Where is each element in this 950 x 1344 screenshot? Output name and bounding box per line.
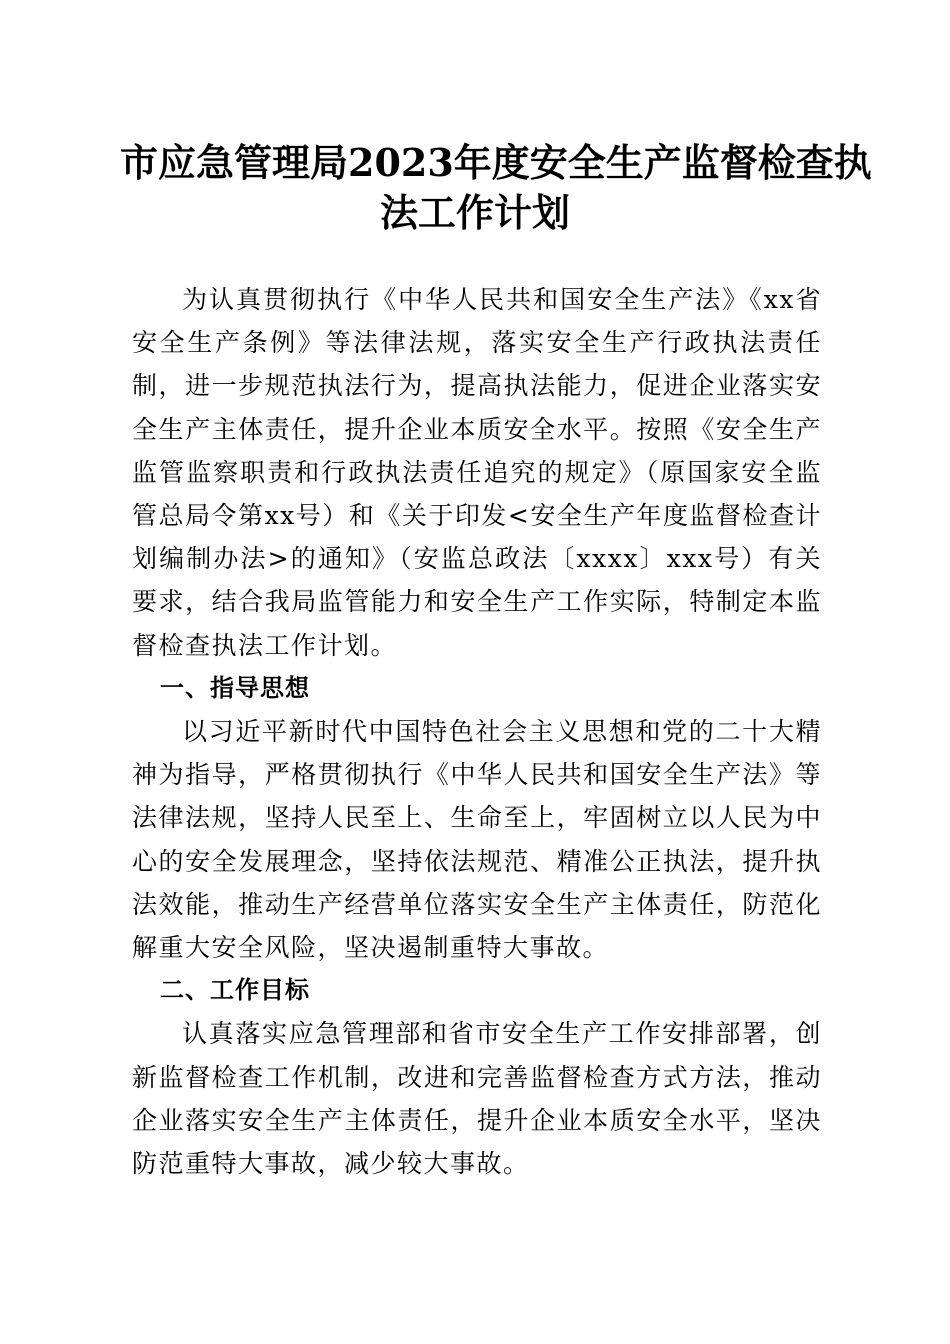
title-line-1: 市应急管理局2023年度安全生产监督检查执 xyxy=(120,140,872,185)
intro-paragraph: 为认真贯彻执行《中华人民共和国安全生产法》《xx省安全生产条例》等法律法规，落实安全生产行政执法责任制，进一步规范执法行为，提高执法能力，促进企业落实安全生产主体责任，提升企业本质安全水平。按照《安全生产监管监察职责和行政执法责任追究的规定》（原国家安全监管总局令第xx号）和《关于印发<安全生产年度监督检查计划编制办法>的通知》（安监总政法〔xxxx〕xxx号）有关要求，结合我局监管能力和安全生产工作实际，特制定本监督检查执法工作计划。 xyxy=(132,285,822,660)
section-heading-work-goals: 二、工作目标 xyxy=(160,976,310,1005)
section-paragraph-work-goals: 认真落实应急管理部和省市安全生产工作安排部署，创新监督检查工作机制，改进和完善监督检查方式方法，推动企业落实安全生产主体责任，提升企业本质安全水平，坚决防范重特大事故，减少较大事故。 xyxy=(132,1019,822,1179)
title-line-2: 法工作计划 xyxy=(379,190,570,235)
section-paragraph-guiding-ideology: 以习近平新时代中国特色社会主义思想和党的二十大精神为指导，严格贯彻执行《中华人民共和国安全生产法》等法律法规，坚持人民至上、生命至上，牢固树立以人民为中心的安全发展理念，坚持依法规范、精准公正执法，提升执法效能，推动生产经营单位落实安全生产主体责任，防范化解重大安全风险，坚决遏制重特大事故。 xyxy=(132,717,822,963)
section-heading-guiding-ideology: 一、指导思想 xyxy=(160,673,310,702)
document-body xyxy=(132,278,822,1185)
document-title xyxy=(120,138,872,238)
